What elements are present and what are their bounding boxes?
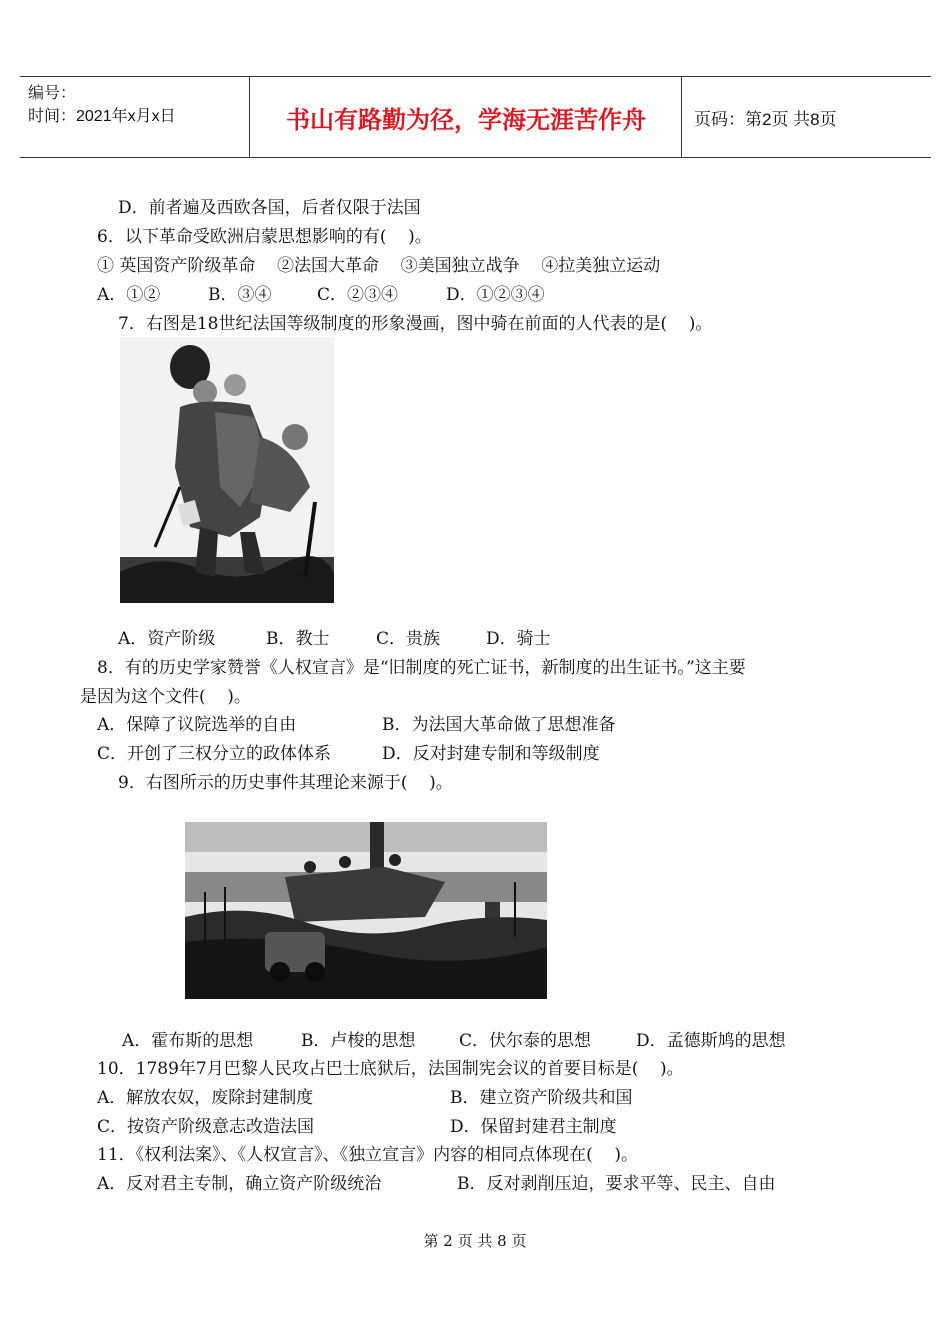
header-motto: 书山有路勤为径，学海无涯苦作舟 <box>251 77 682 157</box>
q6-items: ① 英国资产阶级革命 ②法国大革命 ③美国独立战争 ④拉美独立运动 <box>97 256 661 276</box>
q5-option-d: D．前者遍及西欧各国，后者仅限于法国 <box>118 198 421 218</box>
q7-option-d: D．骑士 <box>486 629 551 649</box>
q9-option-d: D．孟德斯鸠的思想 <box>636 1031 786 1051</box>
header-meta <box>20 77 250 157</box>
page-header <box>20 76 931 158</box>
q6-option-d: D．①②③④ <box>446 285 545 305</box>
q11-stem: 11．《权利法案》、《人权宣言》、《独立宣言》内容的相同点体现在( )。 <box>97 1145 639 1165</box>
q7-option-b: B．教士 <box>266 629 330 649</box>
q9-option-c: C．伏尔泰的思想 <box>459 1031 592 1051</box>
q7-stem: 7．右图是18世纪法国等级制度的形象漫画，图中骑在前面的人代表的是( )。 <box>118 314 713 334</box>
q7-option-a: A．资产阶级 <box>118 629 216 649</box>
q6-option-c: C．②③④ <box>317 285 399 305</box>
q8-stem-line2: 是因为这个文件( )。 <box>80 687 251 707</box>
q10-option-a: A．解放农奴，废除封建制度 <box>97 1088 314 1108</box>
q8-option-c: C．开创了三权分立的政体体系 <box>97 744 332 764</box>
number-label: 编号： <box>28 85 77 102</box>
q11-option-a: A．反对君主专制，确立资产阶级统治 <box>97 1174 382 1194</box>
q10-stem: 10．1789年7月巴黎人民攻占巴士底狱后，法国制宪会议的首要目标是( )。 <box>97 1059 684 1079</box>
estates-cartoon-image <box>120 337 334 603</box>
q6-option-b: B．③④ <box>208 285 272 305</box>
q10-option-c: C．按资产阶级意志改造法国 <box>97 1117 315 1137</box>
q8-stem-line1: 8．有的历史学家赞誉《人权宣言》是“旧制度的死亡证书，新制度的出生证书。”这主要 <box>97 658 746 678</box>
time-label: 时间：2021年x月x日 <box>28 108 176 125</box>
q11-option-b: B．反对剥削压迫，要求平等、民主、自由 <box>457 1174 776 1194</box>
page-footer: 第 2 页 共 8 页 <box>423 1232 527 1250</box>
q10-option-d: D．保留封建君主制度 <box>450 1117 617 1137</box>
q8-option-b: B．为法国大革命做了思想准备 <box>382 715 616 735</box>
q8-option-a: A．保障了议院选举的自由 <box>97 715 297 735</box>
q9-option-a: A．霍布斯的思想 <box>122 1031 254 1051</box>
q9-stem: 9．右图所示的历史事件其理论来源于( )。 <box>118 773 453 793</box>
q10-option-b: B．建立资产阶级共和国 <box>450 1088 633 1108</box>
q9-option-b: B．卢梭的思想 <box>301 1031 416 1051</box>
q7-option-c: C．贵族 <box>376 629 441 649</box>
q6-option-a: A．①② <box>97 285 161 305</box>
execution-scene-image <box>185 822 547 999</box>
q6-stem: 6．以下革命受欧洲启蒙思想影响的有( )。 <box>97 227 432 247</box>
header-page-info: 页码：第2页 共8页 <box>694 109 837 129</box>
q8-option-d: D．反对封建专制和等级制度 <box>382 744 600 764</box>
